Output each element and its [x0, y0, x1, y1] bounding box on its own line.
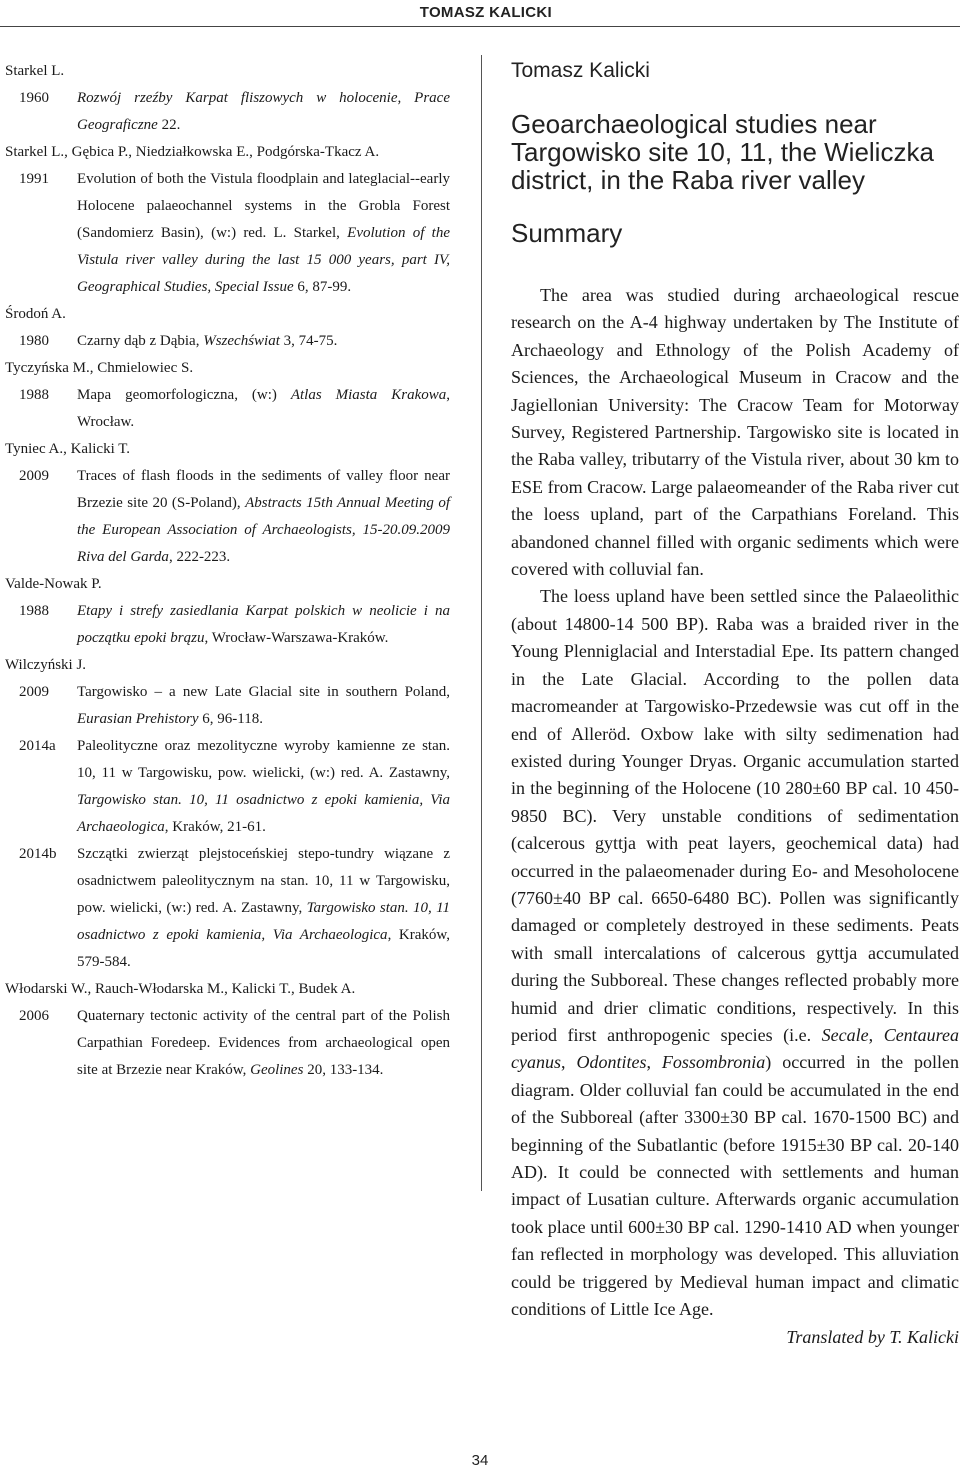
reference-author: Włodarski W., Rauch-Włodarska M., Kalicki T., Budek A.: [5, 981, 356, 997]
reference-entry: [5, 598, 450, 652]
page-number: 34: [471, 1452, 489, 1469]
reference-year: 2014b: [19, 846, 57, 862]
summary-paragraph: The area was studied during archaeological rescue research on the A-4 highway undertaken by The Institute of Archaeology and Ethnology of the Polish Academy of Sciences, the Archaeological Museum in Cracow and the Jagiellonian University: The Cracow Team for Motorway Survey, Registered Partnership. Targowisko site is located in the Raba valley, tributarry of the Vistula river, about 30 km to ESE from Cracow. Large palaeomeander of the Raba river cut the loess upland, part of the Carpathians Foreland. This abandoned channel filled with organic sediments which were covered with colluvial fan.: [511, 285, 959, 580]
summary-paragraph: The loess upland have been settled since the Palaeolithic (about 14800-14 500 BP). Raba was a braided river in the Young Plenniglacial and Interstadial Epe. Its pattern changed in the Late Glacial. According to the pollen data macromeander at Targowisko-Przedewsie was cut off in the end of Alleröd. Oxbow lake with silty sedimenation had existed during Younger Dryas. Organic accumulation started in the beginning of the Holocene (10 280±60 BP cal. 10 450-9850 BC). Very unstable conditions of sedimentation (calcerous gyttja with peat layers, geochemical data) had occurred in the palaeomenader during Eo- and Mesoholocene (7760±40 BP cal. 6650-6480 BC). Pollen was significantly damaged or completely destroyed in these sediments. Peats with small intercalations of calcerous gyttja accumulated during the Subboreal. These changes reflected probably more humid and drier climatic conditions, respectively. In this period first anthropogenic species (i.e. Secale, Centaurea cyanus, Odontites, Fossombronia) occurred in the pollen diagram. Older colluvial fan could be accumulated in the end of the Subboreal (after 3300±30 BP cal. 1670-1500 BC) and beginning of the Subatlantic (before 1915±30 BP cal. 20-140 AD). It could be connected with settlements and human impact of Lusatian culture. Afterwards organic accumulation took place until 600±30 BP cal. 1290-1410 AD when younger fan reflected in morphology was developed. This alluviation could be triggered by Medieval human impact and climatic conditions of Little Ice Age.: [511, 586, 960, 1320]
translator-credit: Translated by T. Kalicki: [786, 1327, 959, 1348]
reference-entry: [5, 679, 450, 733]
reference-year: 1980: [19, 333, 49, 349]
summary-title: Geoarchaeological studies near Targowisko site 10, 11, the Wieliczka district, in the Raba river valley: [511, 109, 934, 195]
reference-text: Szczątki zwierząt plejstoceńskiej stepo-tundry wiązane z osadnictwem paleolitycznym na stan. 10, 11 w Targowisku, pow. wielicki, (w:) red. A. Zastawny, Targowisko stan. 10, 11 osadnictwo z epoki kamienia, Via Archaeologica, Kraków, 579-584.: [77, 846, 450, 970]
reference-text: Evolution of both the Vistula floodplain and lateglacial--early Holocene palaeochannel systems in the Grobla Forest (Sandomierz Basin), (w:) red. L. Starkel, Evolution of the Vistula river valley during the last 15 000 years, part IV, Geographical Studies, Special Issue 6, 87-99.: [77, 171, 450, 295]
reference-year: 1960: [19, 90, 49, 106]
reference-year: 2014a: [19, 738, 56, 754]
reference-author: Starkel L., Gębica P., Niedziałkowska E., Podgórska-Tkacz A.: [5, 144, 380, 160]
reference-item: [5, 436, 450, 571]
reference-author: Tyniec A., Kalicki T.: [5, 441, 131, 457]
reference-text: Rozwój rzeźby Karpat fliszowych w holocenie, Prace Geograficzne 22.: [77, 90, 450, 133]
reference-item: [5, 571, 450, 652]
reference-year: 1988: [19, 387, 49, 403]
reference-item: [5, 301, 450, 355]
reference-entry: [5, 463, 450, 571]
reference-author: Środoń A.: [5, 306, 66, 322]
reference-year: 1991: [19, 171, 49, 187]
reference-entry: [5, 166, 450, 301]
reference-entry: [5, 328, 450, 355]
reference-year: 2009: [19, 468, 49, 484]
reference-text: Quaternary tectonic activity of the central part of the Polish Carpathian Foredeep. Evidences from archaeological open site at Brzezie near Kraków, Geolines 20, 133-134.: [77, 1008, 450, 1078]
running-header: [0, 0, 960, 27]
reference-year: 2009: [19, 684, 49, 700]
reference-item: [5, 139, 450, 301]
reference-item: [5, 355, 450, 436]
reference-year: 1988: [19, 603, 49, 619]
summary-column: [511, 56, 959, 1351]
reference-item: [5, 733, 450, 841]
summary-author: Tomasz Kalicki: [511, 59, 650, 82]
reference-item: [5, 58, 450, 139]
reference-entry: [5, 85, 450, 139]
reference-text: Paleolityczne oraz mezolityczne wyroby kamienne ze stan. 10, 11 w Targowisku, pow. wielicki, (w:) red. A. Zastawny, Targowisko stan. 10, 11 osadnictwo z epoki kamienia, Via Archaeologica, Kraków, 21-61.: [77, 738, 450, 835]
reference-author: Valde-Nowak P.: [5, 576, 102, 592]
reference-year: 2006: [19, 1008, 49, 1024]
reference-text: Mapa geomorfologiczna, (w:) Atlas Miasta Krakowa, Wrocław.: [77, 387, 450, 430]
reference-text: Etapy i strefy zasiedlania Karpat polskich w neolicie i na początku epoki brązu, Wrocław-Warszawa-Kraków.: [77, 603, 450, 646]
reference-entry: [5, 733, 450, 841]
reference-item: [5, 976, 450, 1084]
reference-text: Targowisko – a new Late Glacial site in southern Poland, Eurasian Prehistory 6, 96-118.: [77, 684, 450, 727]
reference-entry: [5, 841, 450, 976]
summary-body: [511, 282, 959, 1323]
column-divider: [481, 55, 482, 1191]
reference-author: Starkel L.: [5, 63, 65, 79]
reference-author: Wilczyński J.: [5, 657, 87, 673]
reference-text: Czarny dąb z Dąbia, Wszechświat 3, 74-75.: [77, 333, 338, 349]
reference-author: Tyczyńska M., Chmielowiec S.: [5, 360, 194, 376]
summary-heading: Summary: [511, 218, 623, 248]
reference-item: [5, 841, 450, 976]
reference-item: [5, 652, 450, 733]
references-list: [5, 58, 450, 1084]
reference-entry: [5, 382, 450, 436]
running-title: TOMASZ KALICKI: [419, 4, 552, 21]
reference-entry: [5, 1003, 450, 1084]
reference-text: Traces of flash floods in the sediments of valley floor near Brzezie site 20 (S-Poland), Abstracts 15th Annual Meeting of the European Association of Archaeologists, 15-20.09.2009 Riva del Garda, 222-223.: [77, 468, 450, 565]
